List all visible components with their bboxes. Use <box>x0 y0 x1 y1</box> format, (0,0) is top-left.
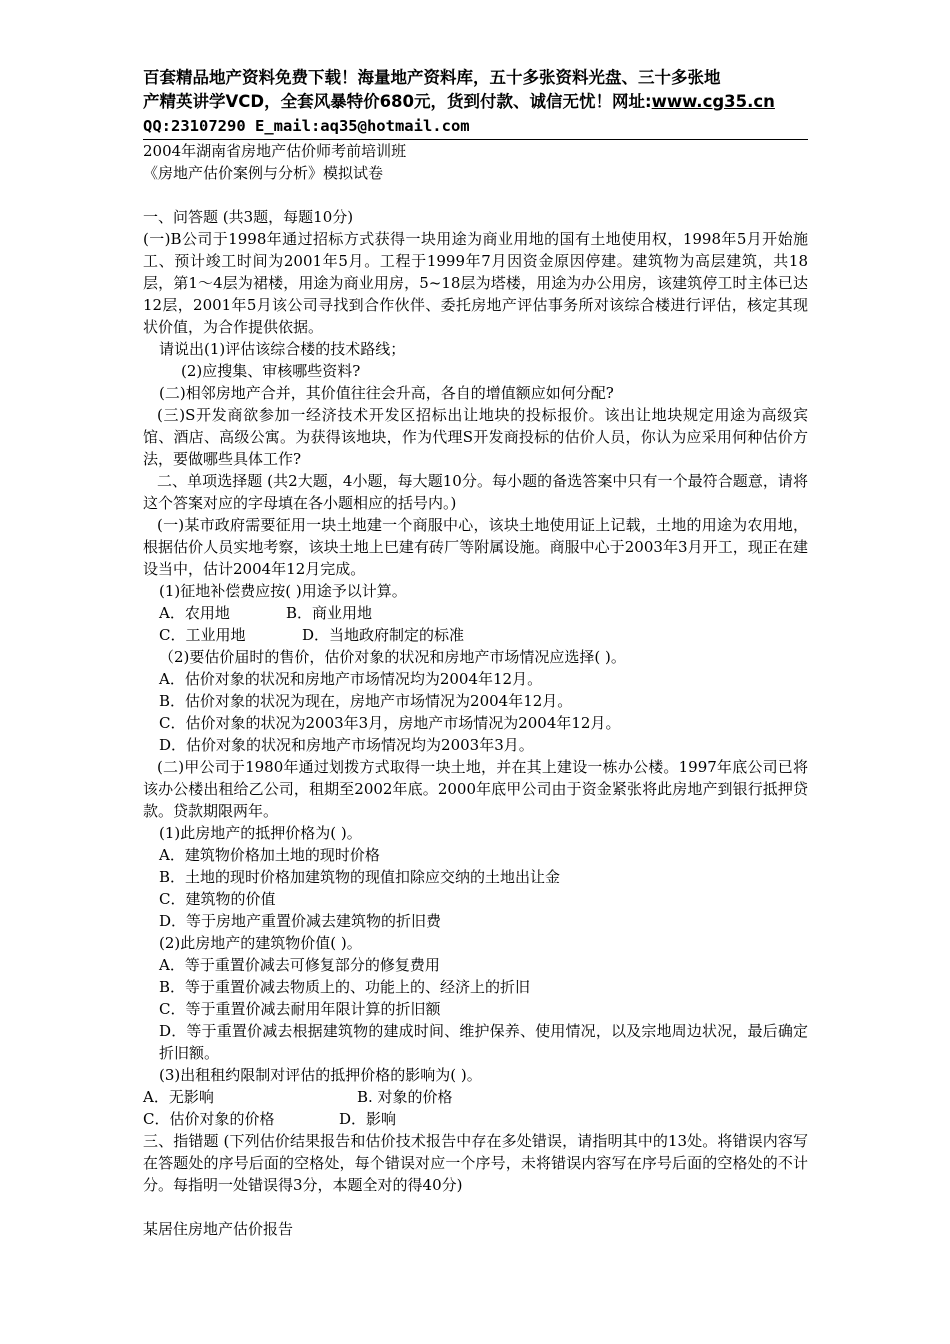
banner-line-1: 百套精品地产资料免费下载！海量地产资料库，五十多张资料光盘、三十多张地 <box>143 68 721 87</box>
option-d: D．等于重置价减去根据建筑物的建成时间、维护保养、使用情况，以及宗地周边状况，最后确定折旧额。 <box>159 1022 808 1062</box>
part-2-question-3-options-cd <box>143 1108 808 1130</box>
advert-banner <box>143 66 808 140</box>
report-title: 某居住房地产估价报告 <box>143 1220 294 1238</box>
option-d: D．估价对象的状况和房地产市场情况均为2003年3月。 <box>159 736 534 754</box>
option-c: C．建筑物的价值 <box>159 890 276 908</box>
option-a: A．等于重置价减去可修复部分的修复费用 <box>159 956 440 974</box>
option-a: A．建筑物价格加土地的现时价格 <box>159 846 380 864</box>
banner-line-2 <box>143 90 808 114</box>
website-link[interactable]: www.cg35.cn <box>651 92 775 111</box>
banner-contact: QQ:23107290 E_mail:aq35@hotmail.com <box>143 117 470 135</box>
part-1-question-1: (1)征地补偿费应按( )用途予以计算。 <box>159 582 407 600</box>
part-2-question-2: (2)此房地产的建筑物价值( )。 <box>159 934 362 952</box>
option-b: B．估价对象的状况为现在，房地产市场情况为2004年12月。 <box>159 692 573 710</box>
question-1-sub-1: 请说出(1)评估该综合楼的技术路线； <box>159 340 406 358</box>
section3-heading: 三、指错题 (下列估价结果报告和估价技术报告中存在多处错误，请指明其中的13处。将错误内容写在答题处的序号后面的空格处，每个错误对应一个序号，未将错误内容写在序号后面的空格处的不计分。每指明一处错误得3分，本题全对的得40分) <box>143 1132 808 1194</box>
section1-heading: 一、问答题 (共3题，每题10分) <box>143 208 354 226</box>
question-3-text: (三)S开发商欲参加一经济技术开发区招标出让地块的投标报价。该出让地块规定用途为高级宾馆、酒店、高级公寓。为获得该地块，作为代理S开发商投标的估价人员，你认为应采用何种估价方法，要做哪些具体工作? <box>143 406 808 468</box>
option-a: A．农用地 <box>159 604 230 622</box>
part-1-question-1-options-ab <box>143 602 808 624</box>
part-1-question-2: （2)要估价届时的售价，估价对象的状况和房地产市场情况应选择( )。 <box>159 648 626 666</box>
question-2-text: (二)相邻房地产合并，其价值往往会升高，各自的增值额应如何分配? <box>159 384 614 402</box>
spacer <box>143 1196 808 1218</box>
option-b: B．等于重置价减去物质上的、功能上的、经济上的折旧 <box>159 978 531 996</box>
question-1-sub-2: (2)应搜集、审核哪些资料? <box>181 362 361 380</box>
section2-heading: 二、单项选择题 (共2大题，4小题，每大题10分。每小题的备选答案中只有一个最符合题意，请将这个答案对应的字母填在各小题相应的括号内。) <box>143 472 808 512</box>
spacer <box>143 184 808 206</box>
option-d: D．当地政府制定的标准 <box>302 626 465 644</box>
option-a: A．估价对象的状况和房地产市场情况均为2004年12月。 <box>159 670 543 688</box>
document-page <box>143 66 808 1240</box>
option-b: B．商业用地 <box>286 604 373 622</box>
option-c: C．等于重置价减去耐用年限计算的折旧额 <box>159 1000 441 1018</box>
option-c: C．工业用地 <box>159 626 246 644</box>
option-c: C．估价对象的状况为2003年3月，房地产市场情况为2004年12月。 <box>159 714 621 732</box>
question-1-text: (一)B公司于1998年通过招标方式获得一块用途为商业用地的国有土地使用权，1998年5月开始施工、预计竣工时间为2001年5月。工程于1999年7月因资金原因停建。建筑物为高层建筑，共18层，第1～4层为裙楼，用途为商业用房，5~18层为塔楼，用途为办公用房，该建筑停工时主体已达12层，2001年5月该公司寻找到合作伙伴、委托房地产评估事务所对该综合楼进行评估，核定其现状价值，为合作提供依据。 <box>143 230 808 336</box>
exam-title: 《房地产估价案例与分析》模拟试卷 <box>143 164 384 182</box>
option-a: A．无影响 <box>143 1088 214 1106</box>
banner-line-2-text: 产精英讲学VCD，全套风暴特价680元，货到付款、诚信无忧！网址: <box>143 92 652 111</box>
option-b: B. 对象的价格 <box>357 1088 453 1106</box>
part-2-question-3: (3)出租租约限制对评估的抵押价格的影响为( )。 <box>159 1066 482 1084</box>
part-1-question-1-options-cd <box>143 624 808 646</box>
part-2-question-1: (1)此房地产的抵押价格为( )。 <box>159 824 362 842</box>
option-d: D．影响 <box>339 1110 397 1128</box>
option-c: C．估价对象的价格 <box>143 1110 275 1128</box>
part-1-text: (一)某市政府需要征用一块土地建一个商服中心，该块土地使用证上记载，土地的用途为农用地，根据估价人员实地考察，该块土地上巳建有砖厂等附属设施。商服中心于2003年3月开工，现正在建设当中，估计2004年12月完成。 <box>143 516 808 578</box>
option-d: D．等于房地产重置价减去建筑物的折旧费 <box>159 912 442 930</box>
part-2-question-3-options-ab <box>143 1086 808 1108</box>
option-b: B．土地的现时价格加建筑物的现值扣除应交纳的土地出让金 <box>159 868 561 886</box>
training-title: 2004年湖南省房地产估价师考前培训班 <box>143 142 407 160</box>
part-2-text: (二)甲公司于1980年通过划拨方式取得一块土地，并在其上建设一栋办公楼。1997年底公司已将该办公楼出租给乙公司，租期至2002年底。2000年底甲公司由于资金紧张将此房地产到银行抵押贷款。贷款期限两年。 <box>143 758 808 820</box>
